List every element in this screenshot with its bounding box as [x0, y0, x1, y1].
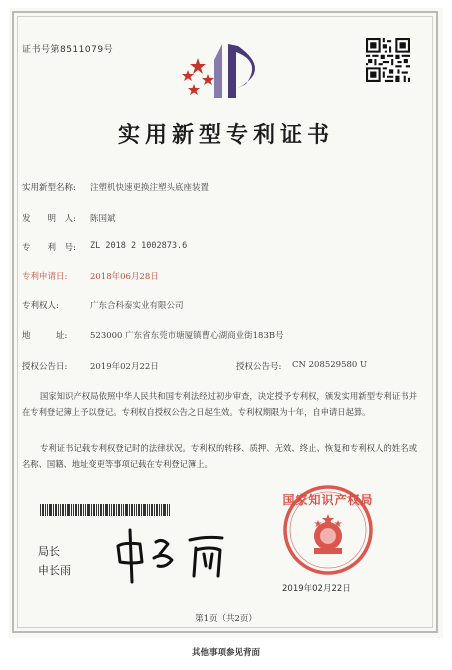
field-value-announce-date: 2019年02月22日 [90, 362, 159, 372]
field-value-inventor: 陈国斌 [90, 214, 116, 224]
director-name: 申长雨 [38, 564, 71, 577]
field-label-address: 地 址: [22, 331, 68, 341]
field-label-inventor: 发 明 人: [22, 214, 76, 224]
paragraph-grant: 国家知识产权局依照中华人民共和国专利法经过初步审查，决定授予专利权，颁发实用新型专利证书并在专利登记簿上予以登记。专利权自授权公告之日起生效。专利权期限为十年，自申请日起算。 [22, 391, 417, 417]
page-indicator: 第1页（共2页） [195, 614, 257, 624]
patent-office-emblem-icon [176, 40, 276, 102]
field-label-patentee: 专利权人: [22, 301, 59, 311]
back-side-note: 其他事项参见背面 [191, 648, 260, 658]
certificate-title: 实用新型专利证书 [117, 122, 334, 148]
paragraph-legal-status: 专利证书记载专利权登记时的法律状况。专利权的转移、质押、无效、终止、恢复和专利权人的姓名或名称、国籍、地址变更等事项记载在专利登记簿上。 [22, 443, 417, 469]
qr-code [366, 38, 410, 82]
field-label-announce-date: 授权公告日: [22, 362, 68, 372]
field-value-filing-date: 2018年06月28日 [90, 272, 159, 282]
field-value-address: 523000 广东省东莞市塘厦镇曹心湖商业街183B号 [90, 331, 284, 341]
field-label-name: 实用新型名称: [22, 183, 76, 193]
field-label-patent-number: 专 利 号: [22, 243, 76, 253]
certificate-number: 证书号第8511079号 [22, 45, 114, 55]
signing-date: 2019年02月22日 [282, 584, 351, 594]
svg-text:国家知识产权局: 国家知识产权局 [282, 493, 374, 507]
field-value-name: 注塑机快速更换注塑头底座装置 [90, 183, 210, 193]
field-label-filing-date: 专利申请日: [22, 272, 68, 282]
field-label-announce-number: 授权公告号: [236, 362, 282, 372]
handwritten-signature [110, 524, 240, 586]
barcode [40, 504, 170, 516]
field-value-patentee: 广东合科泰实业有限公司 [90, 301, 184, 311]
official-seal-stamp [282, 484, 374, 576]
director-title: 局长 [38, 545, 60, 558]
field-value-patent-number: ZL 2018 2 1002873.6 [90, 241, 188, 251]
field-value-announce-number: CN 208529580 U [292, 360, 368, 370]
